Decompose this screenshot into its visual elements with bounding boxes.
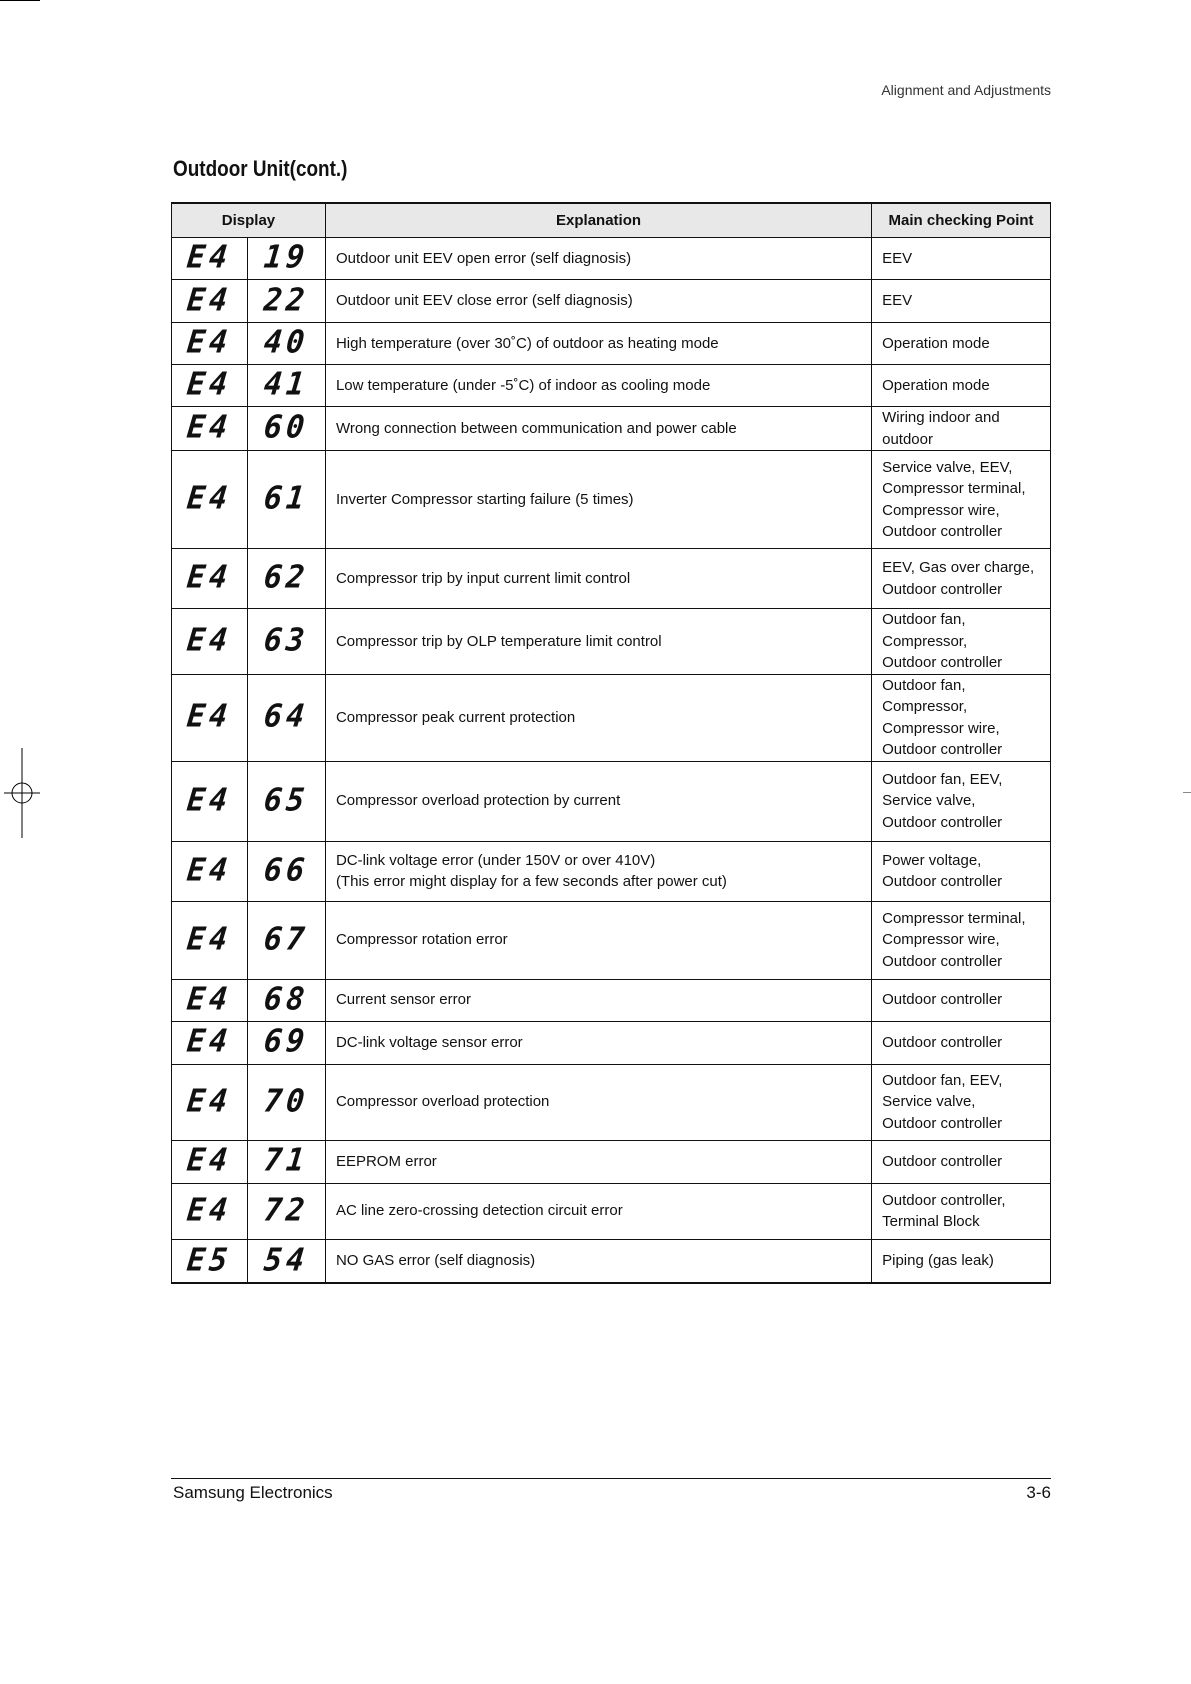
seven-segment-code: 64 — [262, 698, 311, 736]
check-point-line: Compressor wire, — [882, 501, 1000, 519]
explanation-line: Outdoor unit EEV close error (self diagnosis) — [335, 292, 633, 310]
check-point-line: Outdoor controller — [882, 741, 1003, 758]
seven-segment-prefix: E4 — [185, 1082, 234, 1120]
explanation-line: Compressor overload protection by current — [335, 792, 621, 810]
explanation-line: Compressor peak current protection — [335, 708, 576, 726]
display-prefix-cell — [172, 280, 248, 323]
error-code-table — [171, 202, 1051, 1284]
footer-rule — [171, 1478, 1051, 1479]
display-prefix-cell — [172, 674, 248, 761]
check-point-line: Service valve, — [882, 1093, 976, 1111]
display-prefix-cell — [172, 1239, 248, 1283]
check-point-cell — [872, 1064, 1051, 1140]
footer-company: Samsung Electronics — [173, 1483, 333, 1502]
display-prefix-cell — [172, 549, 248, 609]
display-prefix-cell — [172, 1140, 248, 1183]
explanation-cell — [325, 1021, 871, 1064]
seven-segment-code: 65 — [262, 781, 311, 819]
display-prefix-cell — [172, 323, 248, 365]
check-point-line: Outdoor controller, — [882, 1191, 1006, 1209]
explanation-line: Compressor trip by input current limit control — [335, 569, 631, 587]
display-code-cell — [247, 238, 325, 280]
check-point-line: Piping (gas leak) — [882, 1252, 994, 1269]
seven-segment-code: 70 — [262, 1082, 311, 1120]
explanation-cell — [325, 979, 871, 1021]
check-point-line: Compressor terminal, — [882, 480, 1026, 497]
seven-segment-prefix: E4 — [185, 980, 234, 1018]
explanation-cell — [325, 323, 871, 365]
explanation-cell — [325, 1183, 871, 1239]
seven-segment-prefix: E4 — [185, 698, 234, 736]
check-point-line: Outdoor fan, EEV, — [882, 770, 1003, 788]
explanation-line: Compressor overload protection — [335, 1093, 550, 1111]
crop-mark-right — [1183, 792, 1191, 793]
table-row — [172, 761, 1051, 841]
table-row — [172, 280, 1051, 323]
display-code-cell — [247, 841, 325, 901]
table-row — [172, 1140, 1051, 1183]
display-prefix-cell — [172, 609, 248, 675]
explanation-cell — [325, 1239, 871, 1283]
explanation-cell — [325, 451, 871, 549]
check-point-cell — [872, 609, 1051, 675]
table-row — [172, 365, 1051, 407]
display-code-cell — [247, 674, 325, 761]
table-row — [172, 1183, 1051, 1239]
seven-segment-code: 61 — [262, 480, 311, 518]
seven-segment-code: 71 — [262, 1142, 311, 1180]
explanation-line: Compressor trip by OLP temperature limit control — [335, 632, 662, 650]
check-point-cell — [872, 407, 1051, 451]
table-row — [172, 1021, 1051, 1064]
check-point-line: Outdoor controller — [882, 813, 1003, 831]
seven-segment-code: 67 — [262, 920, 311, 958]
display-code-cell — [247, 451, 325, 549]
display-prefix-cell — [172, 238, 248, 280]
display-code-cell — [247, 365, 325, 407]
seven-segment-prefix: E4 — [185, 409, 234, 447]
seven-segment-code: 22 — [262, 281, 311, 319]
running-header: Alignment and Adjustments — [881, 82, 1051, 98]
check-point-cell — [872, 549, 1051, 609]
display-prefix-cell — [172, 1064, 248, 1140]
explanation-cell — [325, 407, 871, 451]
check-point-line: EEV, Gas over charge, — [882, 559, 1035, 576]
explanation-line: Current sensor error — [335, 991, 471, 1009]
display-prefix-cell — [172, 1021, 248, 1064]
display-code-cell — [247, 549, 325, 609]
table-row — [172, 238, 1051, 280]
check-point-cell — [872, 901, 1051, 979]
check-point-line: Outdoor controller — [882, 1033, 1003, 1051]
column-header-check: Main checking Point — [872, 203, 1051, 238]
table-row — [172, 549, 1051, 609]
display-code-cell — [247, 1021, 325, 1064]
seven-segment-code: 19 — [262, 239, 311, 277]
display-code-cell — [247, 1064, 325, 1140]
check-point-line: Compressor terminal, — [882, 909, 1026, 927]
check-point-line: Service valve, EEV, — [882, 458, 1013, 476]
explanation-line: High temperature (over 30˚C) of outdoor as heating mode — [335, 334, 719, 352]
check-point-line: Outdoor controller — [882, 523, 1003, 540]
check-point-cell — [872, 365, 1051, 407]
display-code-cell — [247, 280, 325, 323]
check-point-line: Outdoor controller — [882, 1152, 1003, 1170]
table-row — [172, 609, 1051, 675]
explanation-cell — [325, 280, 871, 323]
table-row — [172, 1239, 1051, 1283]
seven-segment-code: 54 — [262, 1241, 311, 1279]
explanation-cell — [325, 901, 871, 979]
check-point-line: Wiring indoor and outdoor — [882, 409, 1000, 448]
table-row — [172, 451, 1051, 549]
check-point-line: EEV — [882, 292, 913, 310]
table-header-row — [172, 203, 1051, 238]
check-point-line: Outdoor fan, EEV, — [882, 1071, 1003, 1089]
check-point-cell — [872, 1183, 1051, 1239]
explanation-line: Inverter Compressor starting failure (5 times) — [335, 490, 634, 508]
explanation-cell — [325, 674, 871, 761]
seven-segment-code: 66 — [262, 851, 311, 889]
check-point-cell — [872, 451, 1051, 549]
check-point-line: EEV — [882, 249, 913, 267]
seven-segment-prefix: E4 — [185, 281, 234, 319]
seven-segment-prefix: E4 — [185, 559, 234, 597]
table-row — [172, 407, 1051, 451]
check-point-line: Outdoor controller — [882, 873, 1003, 890]
check-point-cell — [872, 1140, 1051, 1183]
check-point-cell — [872, 1021, 1051, 1064]
check-point-line: Operation mode — [882, 376, 990, 394]
explanation-cell — [325, 365, 871, 407]
check-point-line: Service valve, — [882, 792, 976, 810]
explanation-line: AC line zero-crossing detection circuit error — [335, 1202, 623, 1220]
check-point-cell — [872, 761, 1051, 841]
table-row — [172, 674, 1051, 761]
table-row — [172, 979, 1051, 1021]
display-prefix-cell — [172, 407, 248, 451]
page-number: 3-6 — [1026, 1483, 1051, 1502]
display-prefix-cell — [172, 841, 248, 901]
explanation-cell — [325, 609, 871, 675]
explanation-cell — [325, 549, 871, 609]
table-row — [172, 841, 1051, 901]
table-row — [172, 323, 1051, 365]
seven-segment-prefix: E4 — [185, 1023, 234, 1061]
seven-segment-prefix: E4 — [185, 781, 234, 819]
explanation-line: Wrong connection between communication and power cable — [335, 419, 737, 437]
check-point-line: Outdoor controller — [882, 580, 1003, 598]
display-prefix-cell — [172, 979, 248, 1021]
seven-segment-code: 68 — [262, 980, 311, 1018]
check-point-cell — [872, 1239, 1051, 1283]
seven-segment-code: 40 — [262, 324, 311, 362]
explanation-cell — [325, 761, 871, 841]
check-point-line: Compressor wire, — [882, 719, 1000, 737]
explanation-cell — [325, 1140, 871, 1183]
check-point-line: Outdoor controller — [882, 991, 1003, 1009]
check-point-cell — [872, 979, 1051, 1021]
crop-mark-top — [0, 0, 40, 1]
explanation-line: Compressor rotation error — [335, 931, 508, 949]
check-point-line: Outdoor controller — [882, 952, 1003, 970]
registration-mark-icon — [4, 748, 40, 838]
display-code-cell — [247, 609, 325, 675]
display-code-cell — [247, 407, 325, 451]
explanation-line: DC-link voltage error (under 150V or over 410V) — [335, 851, 656, 869]
seven-segment-code: 41 — [262, 366, 311, 404]
display-code-cell — [247, 1239, 325, 1283]
display-prefix-cell — [172, 365, 248, 407]
check-point-cell — [872, 280, 1051, 323]
explanation-line: (This error might display for a few seconds after power cut) — [335, 873, 727, 890]
explanation-cell — [325, 238, 871, 280]
seven-segment-code: 62 — [262, 559, 311, 597]
check-point-cell — [872, 323, 1051, 365]
display-prefix-cell — [172, 1183, 248, 1239]
check-point-line: Terminal Block — [882, 1213, 980, 1230]
seven-segment-code: 69 — [262, 1023, 311, 1061]
check-point-line: Outdoor fan, Compressor, — [882, 676, 968, 715]
page-title: Outdoor Unit(cont.) — [173, 156, 348, 181]
check-point-line: Operation mode — [882, 334, 990, 352]
explanation-line: EEPROM error — [335, 1152, 437, 1170]
column-header-explanation: Explanation — [325, 203, 871, 238]
explanation-line: NO GAS error (self diagnosis) — [335, 1252, 536, 1269]
seven-segment-prefix: E4 — [185, 622, 234, 659]
seven-segment-prefix: E4 — [185, 366, 234, 404]
check-point-line: Outdoor fan, Compressor, — [882, 611, 968, 650]
seven-segment-prefix: E5 — [185, 1241, 234, 1279]
display-code-cell — [247, 323, 325, 365]
display-prefix-cell — [172, 451, 248, 549]
seven-segment-prefix: E4 — [185, 239, 234, 277]
explanation-line: Outdoor unit EEV open error (self diagnosis) — [335, 249, 632, 267]
check-point-cell — [872, 674, 1051, 761]
explanation-cell — [325, 841, 871, 901]
column-header-display: Display — [172, 203, 326, 238]
check-point-cell — [872, 841, 1051, 901]
seven-segment-prefix: E4 — [185, 480, 234, 518]
check-point-cell — [872, 238, 1051, 280]
seven-segment-code: 72 — [262, 1191, 311, 1229]
display-code-cell — [247, 1183, 325, 1239]
display-code-cell — [247, 901, 325, 979]
display-prefix-cell — [172, 761, 248, 841]
seven-segment-prefix: E4 — [185, 851, 234, 889]
explanation-line: Low temperature (under -5˚C) of indoor as cooling mode — [335, 376, 711, 394]
seven-segment-code: 60 — [262, 409, 311, 447]
check-point-line: Outdoor controller — [882, 1114, 1003, 1132]
check-point-line: Compressor wire, — [882, 931, 1000, 949]
seven-segment-prefix: E4 — [185, 920, 234, 958]
seven-segment-prefix: E4 — [185, 1191, 234, 1229]
check-point-line: Power voltage, — [882, 851, 982, 869]
table-row — [172, 901, 1051, 979]
seven-segment-code: 63 — [262, 622, 311, 659]
check-point-line: Outdoor controller — [882, 654, 1003, 671]
seven-segment-prefix: E4 — [185, 1142, 234, 1180]
display-code-cell — [247, 761, 325, 841]
display-prefix-cell — [172, 901, 248, 979]
display-code-cell — [247, 979, 325, 1021]
explanation-cell — [325, 1064, 871, 1140]
seven-segment-prefix: E4 — [185, 324, 234, 362]
explanation-line: DC-link voltage sensor error — [335, 1033, 523, 1051]
table-row — [172, 1064, 1051, 1140]
display-code-cell — [247, 1140, 325, 1183]
table-body — [172, 238, 1051, 1284]
